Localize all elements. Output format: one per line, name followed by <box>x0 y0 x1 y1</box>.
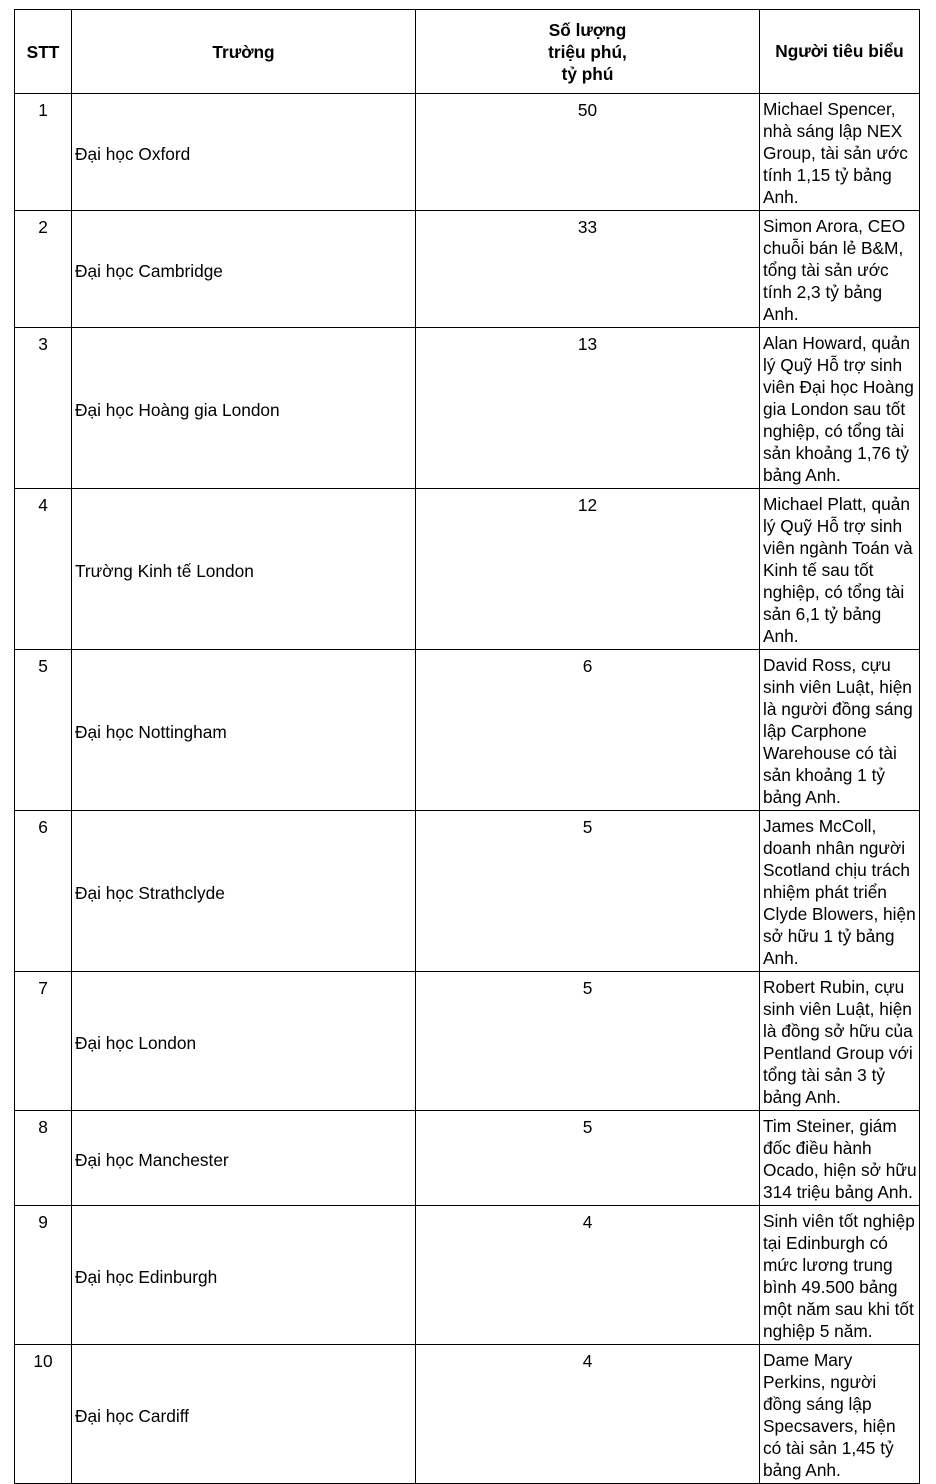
cell-school: Đại học Manchester <box>72 1111 416 1206</box>
cell-count: 33 <box>416 211 760 328</box>
cell-person: Sinh viên tốt nghiệp tại Edinburgh có mức lương trung bình 49.500 bảng một năm sau khi tốt nghiệp 5 năm. <box>760 1206 920 1345</box>
header-school: Trường <box>72 10 416 94</box>
cell-person: Dame Mary Perkins, người đồng sáng lập Specsavers, hiện có tài sản 1,45 tỷ bảng Anh. <box>760 1345 920 1484</box>
millionaire-universities-table <box>14 9 920 1484</box>
cell-person: David Ross, cựu sinh viên Luật, hiện là người đồng sáng lập Carphone Warehouse có tài sản khoảng 1 tỷ bảng Anh. <box>760 650 920 811</box>
cell-count: 5 <box>416 811 760 972</box>
cell-count: 12 <box>416 489 760 650</box>
cell-school: Đại học Oxford <box>72 94 416 211</box>
cell-person: Simon Arora, CEO chuỗi bán lẻ B&M, tổng tài sản ước tính 2,3 tỷ bảng Anh. <box>760 211 920 328</box>
cell-count: 50 <box>416 94 760 211</box>
cell-school: Đại học Cambridge <box>72 211 416 328</box>
table-row <box>15 811 920 972</box>
cell-school: Đại học Strathclyde <box>72 811 416 972</box>
cell-person: Tim Steiner, giám đốc điều hành Ocado, hiện sở hữu 314 triệu bảng Anh. <box>760 1111 920 1206</box>
table-row <box>15 650 920 811</box>
table-row <box>15 211 920 328</box>
header-person: Người tiêu biểu <box>760 10 920 94</box>
cell-stt: 2 <box>15 211 72 328</box>
cell-stt: 1 <box>15 94 72 211</box>
header-count-line-2: triệu phú, <box>548 41 627 62</box>
table-row <box>15 328 920 489</box>
cell-stt: 9 <box>15 1206 72 1345</box>
cell-count: 5 <box>416 1111 760 1206</box>
cell-person: Robert Rubin, cựu sinh viên Luật, hiện là đồng sở hữu của Pentland Group với tổng tài sản 3 tỷ bảng Anh. <box>760 972 920 1111</box>
cell-stt: 7 <box>15 972 72 1111</box>
cell-school: Đại học Edinburgh <box>72 1206 416 1345</box>
cell-stt: 5 <box>15 650 72 811</box>
cell-school: Đại học Cardiff <box>72 1345 416 1484</box>
cell-stt: 8 <box>15 1111 72 1206</box>
cell-stt: 3 <box>15 328 72 489</box>
table-row <box>15 972 920 1111</box>
table-body <box>15 94 920 1484</box>
cell-count: 4 <box>416 1345 760 1484</box>
cell-count: 13 <box>416 328 760 489</box>
cell-school: Đại học Hoàng gia London <box>72 328 416 489</box>
header-count <box>416 10 760 94</box>
header-count-line-1: Số lượng <box>548 19 627 40</box>
header-stt: STT <box>15 10 72 94</box>
cell-person: Michael Platt, quản lý Quỹ Hỗ trợ sinh viên ngành Toán và Kinh tế sau tốt nghiệp, có tổng tài sản 6,1 tỷ bảng Anh. <box>760 489 920 650</box>
table-row <box>15 94 920 211</box>
cell-stt: 10 <box>15 1345 72 1484</box>
table-row <box>15 489 920 650</box>
cell-person: Michael Spencer, nhà sáng lập NEX Group, tài sản ước tính 1,15 tỷ bảng Anh. <box>760 94 920 211</box>
header-row <box>15 10 920 94</box>
cell-school: Đại học London <box>72 972 416 1111</box>
cell-count: 6 <box>416 650 760 811</box>
cell-person: Alan Howard, quản lý Quỹ Hỗ trợ sinh viên Đại học Hoàng gia London sau tốt nghiệp, có tổng tài sản khoảng 1,76 tỷ bảng Anh. <box>760 328 920 489</box>
cell-school: Đại học Nottingham <box>72 650 416 811</box>
cell-stt: 6 <box>15 811 72 972</box>
cell-stt: 4 <box>15 489 72 650</box>
cell-count: 4 <box>416 1206 760 1345</box>
cell-person: James McColl, doanh nhân người Scotland chịu trách nhiệm phát triển Clyde Blowers, hiện sở hữu 1 tỷ bảng Anh. <box>760 811 920 972</box>
table-row <box>15 1206 920 1345</box>
cell-count: 5 <box>416 972 760 1111</box>
table-row <box>15 1111 920 1206</box>
cell-school: Trường Kinh tế London <box>72 489 416 650</box>
header-count-line-3: tỷ phú <box>561 63 614 84</box>
table-row <box>15 1345 920 1484</box>
